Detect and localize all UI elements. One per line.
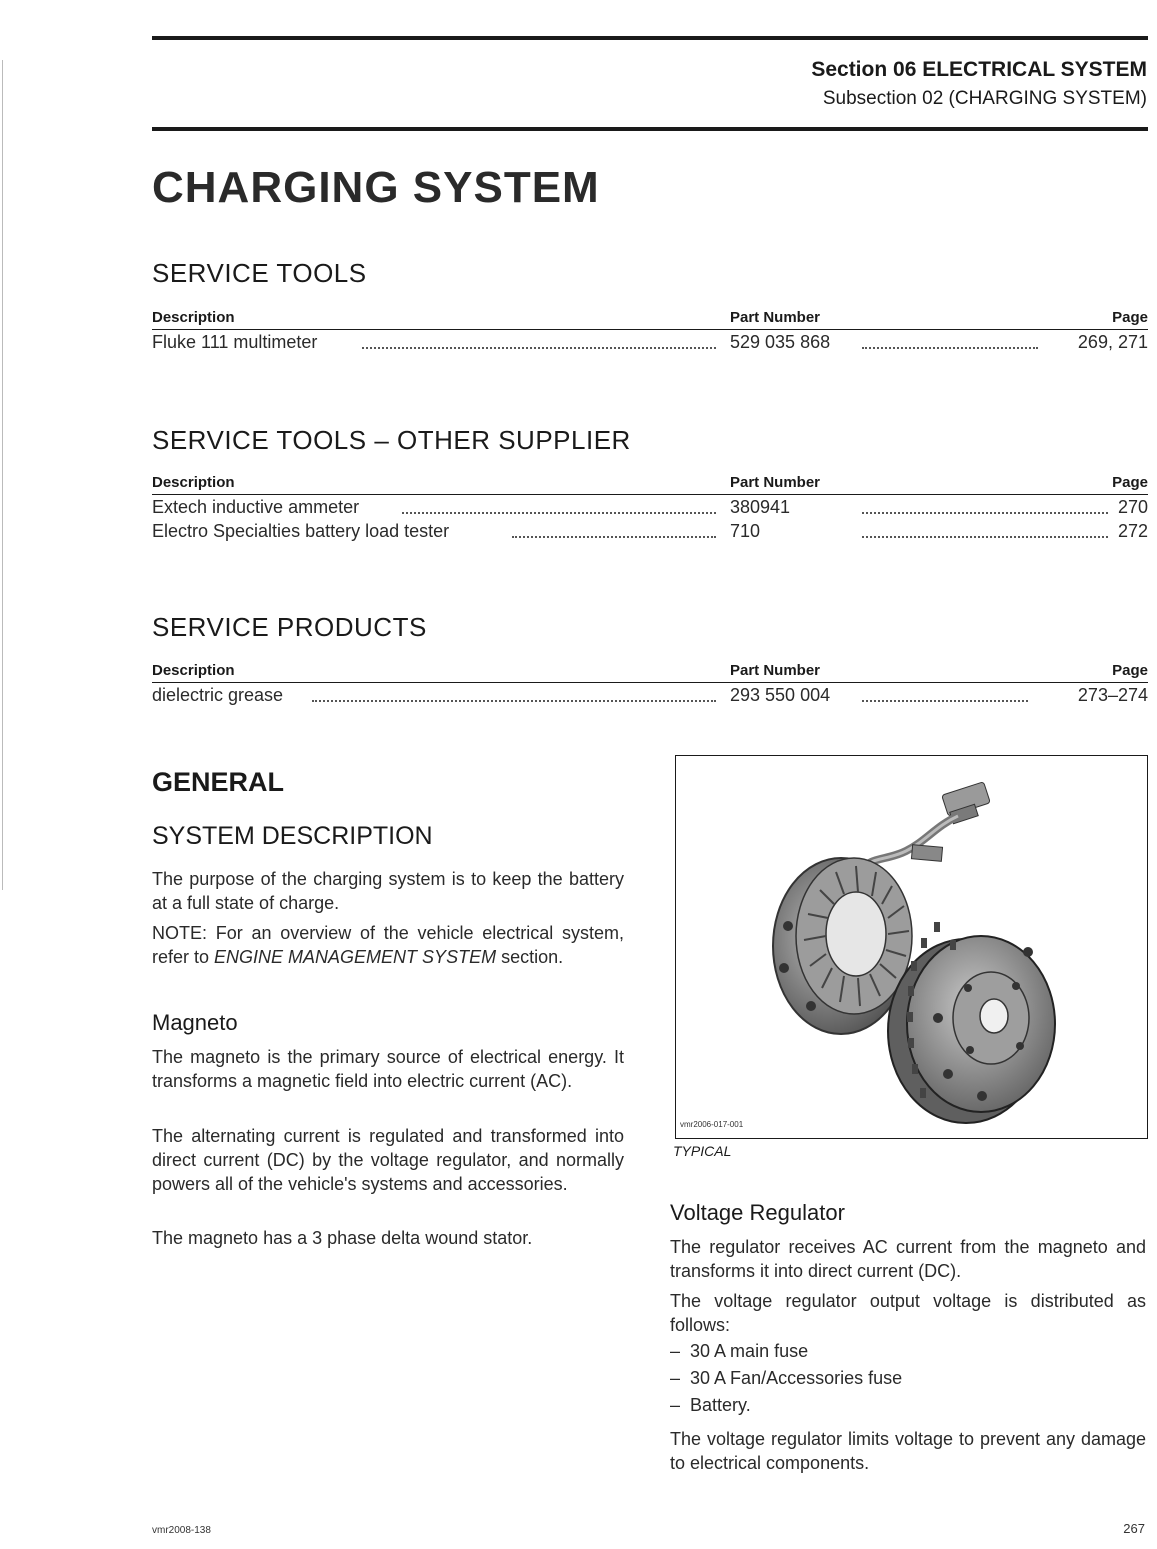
figure-caption: TYPICAL [673,1143,732,1159]
magneto-figure [675,755,1148,1139]
row-description: Extech inductive ammeter [152,497,363,518]
list-item: – 30 A main fuse [670,1341,809,1361]
header-bottom-rule [152,127,1148,131]
note-link[interactable]: ENGINE MANAGEMENT SYSTEM [214,947,497,967]
table-header [152,658,1148,683]
list-item: – 30 A Fan/Accessories fuse [670,1368,903,1388]
magneto-paragraph-3: The magneto has a 3 phase delta wound stator. [152,1228,533,1248]
col-description: Description [152,309,235,326]
col-page: Page [1112,474,1148,491]
magneto-heading: Magneto [152,1010,238,1035]
header-top-rule [152,36,1148,40]
service-tools-other-table [152,470,1148,543]
row-part-number: 293 550 004 [730,685,831,705]
col-description: Description [152,662,235,679]
table-row [152,519,1148,543]
dot-leader [402,512,716,514]
dot-leader [862,512,1108,514]
note-text-end: section. [496,947,564,967]
voltage-regulator-heading: Voltage Regulator [670,1200,845,1225]
col-part-number: Part Number [730,309,821,326]
doc-code: vmr2008-138 [152,1525,211,1536]
table-row [152,683,1148,707]
col-page: Page [1112,309,1148,326]
list-item-text: Battery. [690,1395,751,1415]
dot-leader [312,700,716,702]
dot-leader [862,536,1108,538]
voltage-regulator-paragraph-1: The regulator receives AC current from the magneto and transforms it into direct current (DC). [670,1237,1146,1281]
row-part-number: 529 035 868 [730,332,831,352]
row-part-number: 380941 [730,497,791,517]
list-item: – Battery. [670,1395,751,1415]
row-page: 273–274 [1074,685,1148,706]
dot-leader [862,700,1028,702]
service-products-heading: SERVICE PRODUCTS [152,612,427,642]
row-page: 270 [1114,497,1148,518]
rotor [888,922,1055,1123]
system-description-paragraph: The purpose of the charging system is to keep the battery at a full state of charge. [152,869,624,913]
note-label: NOTE: [152,923,208,943]
magneto-paragraph-2: The alternating current is regulated and transformed into direct current (DC) by the voltage regulator, and normally powers all of the vehicle's systems and accessories. [152,1126,624,1194]
magneto-paragraph-1: The magneto is the primary source of electrical energy. It transforms a magnetic field into electric current (AC). [152,1047,624,1091]
col-description: Description [152,474,235,491]
general-heading: GENERAL [152,767,285,797]
service-tools-heading: SERVICE TOOLS [152,258,367,288]
dot-leader [362,347,716,349]
subsection-label: Subsection 02 (CHARGING SYSTEM) [822,88,1147,109]
col-part-number: Part Number [730,474,821,491]
page-title: CHARGING SYSTEM [152,163,600,212]
table-row [152,495,1148,519]
col-part-number: Part Number [730,662,821,679]
list-item-text: 30 A Fan/Accessories fuse [690,1368,903,1388]
list-item-text: 30 A main fuse [690,1341,809,1361]
table-header [152,305,1148,330]
scan-margin-line [2,60,3,890]
voltage-regulator-paragraph-2: The voltage regulator output voltage is distributed as follows: [670,1291,1146,1335]
service-tools-other-heading: SERVICE TOOLS – OTHER SUPPLIER [152,425,631,455]
row-page: 272 [1114,521,1148,542]
row-description: dielectric grease [152,685,287,706]
page-number: 267 [1123,1521,1145,1536]
system-description-heading: SYSTEM DESCRIPTION [152,822,433,850]
note-text: For an overview of the vehicle electrical system, refer to [152,923,624,967]
row-description: Fluke 111 multimeter [152,332,321,353]
row-part-number: 710 [730,521,761,541]
section-label: Section 06 ELECTRICAL SYSTEM [811,58,1147,81]
row-page: 269, 271 [1074,332,1148,353]
row-description: Electro Specialties battery load tester [152,521,453,542]
table-header [152,470,1148,495]
figure-code: vmr2006-017-001 [680,1120,744,1129]
table-row [152,330,1148,354]
service-products-table [152,658,1148,707]
service-tools-table [152,305,1148,354]
magneto-illustration [676,756,1147,1138]
voltage-regulator-paragraph-3: The voltage regulator limits voltage to prevent any damage to electrical components. [670,1429,1146,1473]
note-paragraph [152,921,624,969]
col-page: Page [1112,662,1148,679]
dot-leader [862,347,1038,349]
dot-leader [512,536,716,538]
